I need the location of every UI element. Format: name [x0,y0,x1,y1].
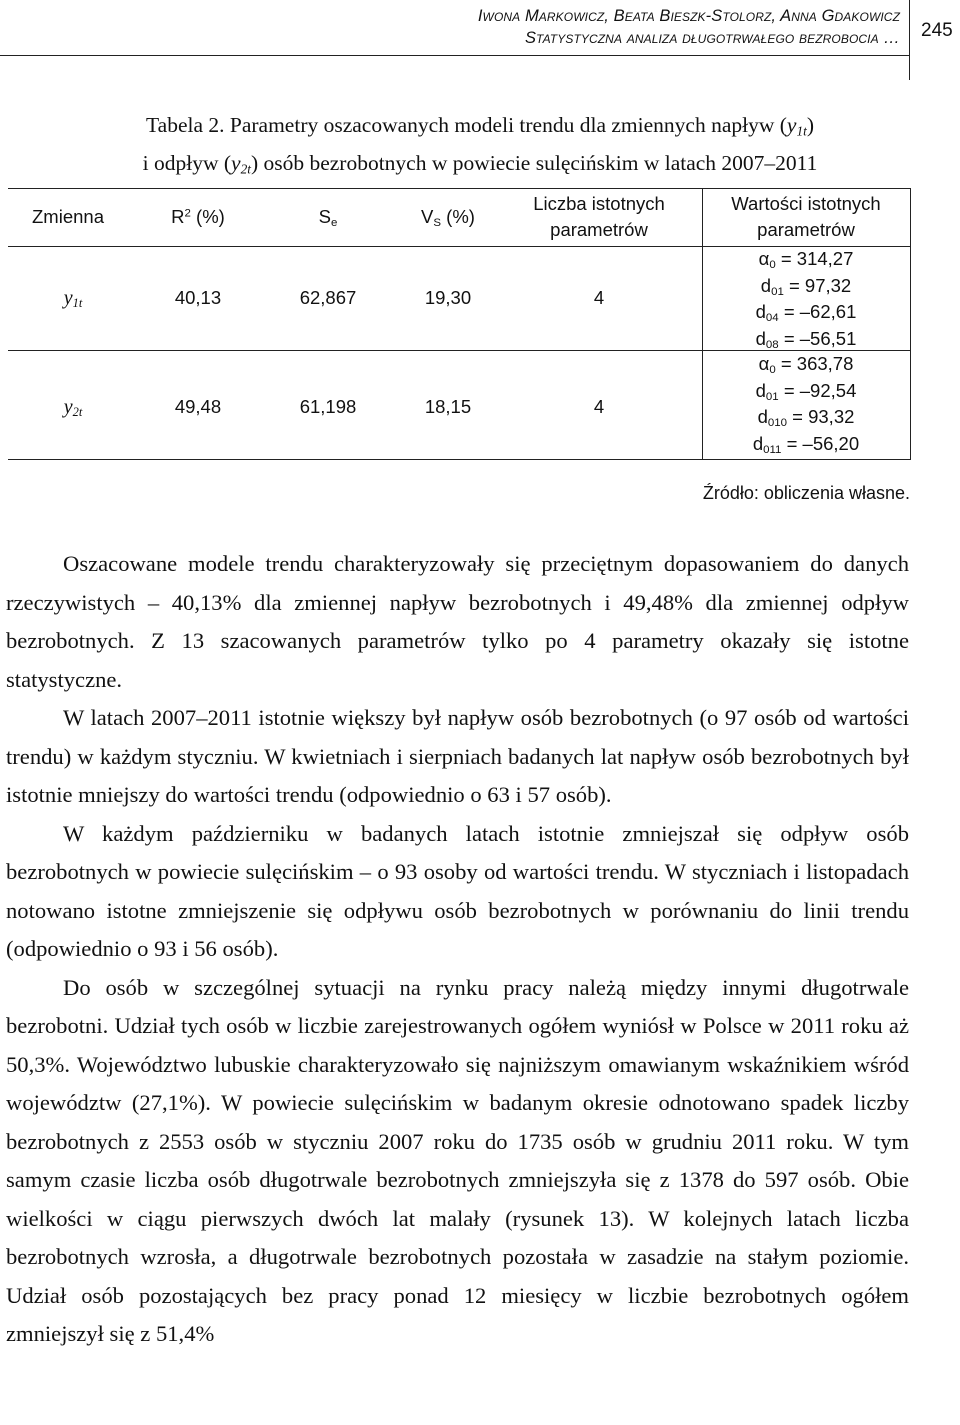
header-vertical-rule [909,0,910,80]
caption-symbol-y2t: $y_{2t}$ [231,151,251,177]
caption-text: ) osób bezrobotnych w powiecie sulęcińskim w latach 2007–2011 [250,151,818,175]
table-caption-line-2 [0,151,960,175]
paragraph: W każdym październiku w badanych latach istotnie zmniejszał się odpływ osób bezrobotnych w powiecie sulęcińskim – o 93 osoby od wartości trendu. W styczniach i listopadach notowano istotne zmniejszenie się odpływu osób bezrobotnych w porównaniu do linii trendu (odpowiednio o 93 i 56 osób). [6,820,909,961]
page-number: 245 [921,20,953,41]
param-item: $d_{011} = -56,20$ [752,432,860,456]
param-item: $d_{04} = -62,61$ [755,301,857,324]
row2-variable: $y_{2t}$ [63,396,83,420]
row2-vs: 18,15 [424,396,472,417]
paragraph: W latach 2007–2011 istotnie większy był napływ osób bezrobotnych (o 97 osób od wartości trendu) w każdym styczniu. W kwietniach i sierpniach badanych lat napływ osób bezrobotnych był istotnie mniejszy do wartości trendu (odpowiednio o 63 i 57 osób). [6,705,909,807]
param-item: $d_{01} = 97,32$ [760,274,852,298]
row1-vs: 19,30 [424,287,472,308]
param-item: $\alpha_0 = 314,27$ [758,248,854,271]
param-item: $d_{08} = -56,51$ [755,327,857,351]
caption-symbol-y1t: $y_{1t}$ [786,113,807,139]
header-wartosci-line-1: Wartości istotnych [731,193,881,214]
row2-se: 61,198 [299,396,357,417]
header-liczba [508,191,690,243]
header-liczba-line-1: Liczba istotnych [533,193,665,214]
caption-text: Tabela 2. Parametry oszacowanych modeli trendu dla zmiennych napływ ( [146,113,787,137]
paragraph: Do osób w szczególnej sytuacji na rynku pracy należą między innymi długotrwale bezrobotni. Udział tych osób w liczbie zarejestrowanych ogółem wyniósł w Polsce w 2011 roku aż 50,3%. Województwo lubuskie charakteryzowało się najniższym omawianym wskaźnikiem wśród województw (27,1%). W powiecie sulęcińskim w badanym okresie odnotowano spadek liczby bezrobotnych z 2553 osób w styczniu 2007 roku do 1735 osób w grudniu 2011 roku. W tym samym czasie liczba osób długotrwale bezrobotnych zmniejszyła się z 1378 do 597 osób. Obie wielkości w ciągu pierwszych dwóch lat malały (rysunek 13). W kolejnych latach liczba bezrobotnych wzrosła, a długotrwale bezrobotnych pozostała w zasadzie na stałym poziomie. Udział osób pozostających bez pracy ponad 12 miesięcy w liczbie bezrobotnych ogółem zmniejszył się z 51,4% [6,974,909,1346]
row2-params [702,351,910,457]
param-item: $\alpha_0 = 363,78$ [758,353,854,376]
header-vs: $V_S$ (%) [421,206,475,229]
header-zmienna: Zmienna [32,206,104,227]
table-source: Źródło: obliczenia własne. [702,483,910,503]
header-se: $S_e$ [318,206,338,229]
body-text [6,545,909,1354]
header-wartosci [702,191,910,243]
paragraph: Oszacowane modele trendu charakteryzowały się przeciętnym dopasowaniem do danych rzeczywistych – 40,13% dla zmiennej napływ bezrobotnych i 49,48% dla zmiennej odpływ bezrobotnych. Z 13 szacowanych parametrów tylko po 4 parametry okazały się istotne statystyczne. [6,551,909,692]
caption-text: i odpływ ( [142,151,232,175]
caption-text: ) [806,113,814,137]
header-authors: Iwona Markowicz, Beata Bieszk-Stolorz, Anna Gdakowicz [477,7,900,25]
running-header [478,5,900,49]
row2-count: 4 [593,396,605,417]
header-liczba-line-2: parametrów [550,219,648,240]
row1-count: 4 [593,287,605,308]
parameters-table [8,188,911,460]
header-title: Statystyczna analiza długotrwałego bezrobocia … [524,29,900,47]
row1-r2: 40,13 [174,287,222,308]
row1-params [702,246,910,352]
param-item: $d_{01} = -92,54$ [755,379,857,403]
table-caption-line-1 [0,113,960,137]
row2-r2: 49,48 [174,396,222,417]
header-wartosci-line-2: parametrów [757,219,855,240]
param-item: $d_{010} = 93,32$ [757,406,855,429]
row1-se: 62,867 [299,287,357,308]
header-rule [0,55,910,56]
row1-variable: $y_{1t}$ [63,287,83,311]
header-r2: $R^2$ (%) [171,206,225,227]
